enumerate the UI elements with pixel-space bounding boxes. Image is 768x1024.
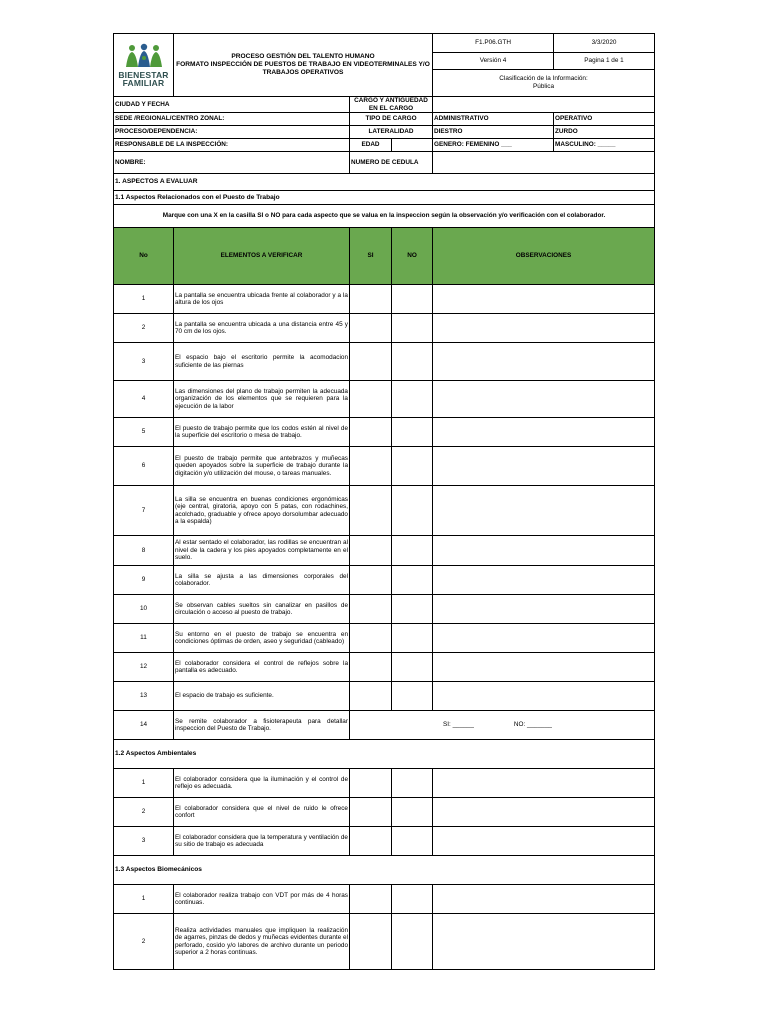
referral-answer[interactable] bbox=[350, 711, 655, 740]
table-row bbox=[114, 769, 655, 798]
item-text: La silla se ajusta a las dimensiones corporales del colaborador. bbox=[174, 566, 350, 595]
item-number: 8 bbox=[114, 536, 174, 566]
checkbox-no[interactable] bbox=[392, 827, 433, 856]
checkbox-si[interactable] bbox=[350, 285, 392, 314]
table-row bbox=[114, 595, 655, 624]
observations-cell[interactable] bbox=[433, 486, 655, 536]
checkbox-si[interactable] bbox=[350, 885, 392, 914]
item-number: 3 bbox=[114, 827, 174, 856]
instruction-text: Marque con una X en la casilla SI o NO para cada aspecto que se valua en la inspeccion según la observación y/o verificación con el colaborador. bbox=[114, 205, 655, 228]
table-row bbox=[114, 827, 655, 856]
section-1-2: 1.2 Aspectos Ambientales bbox=[114, 740, 655, 769]
document-title bbox=[174, 34, 433, 97]
col-header-no-answer: NO bbox=[392, 228, 433, 285]
checkbox-si[interactable] bbox=[350, 653, 392, 682]
item-number: 3 bbox=[114, 343, 174, 381]
item-number: 11 bbox=[114, 624, 174, 653]
item-text: El puesto de trabajo permite que los codos estén al nivel de la superficie del escritorio o mesa de trabajo. bbox=[174, 418, 350, 447]
classification-label: Clasificación de la Información: bbox=[499, 75, 588, 83]
checkbox-si[interactable] bbox=[350, 914, 392, 970]
item-text: El espacio bajo el escritorio permite la acomodacion suficiente de las piernas bbox=[174, 343, 350, 381]
observations-cell[interactable] bbox=[433, 536, 655, 566]
item-number: 1 bbox=[114, 769, 174, 798]
table-row bbox=[114, 536, 655, 566]
logo-text-1: BIENESTAR bbox=[118, 70, 169, 81]
table-row bbox=[114, 285, 655, 314]
checkbox-no[interactable] bbox=[392, 885, 433, 914]
observations-cell[interactable] bbox=[433, 798, 655, 827]
table-row bbox=[114, 486, 655, 536]
checkbox-no[interactable] bbox=[392, 343, 433, 381]
input-cargo[interactable] bbox=[433, 97, 655, 113]
item-text: Realiza actividades manuales que impliquen la realización de agarres, pinzas de dedos y muñecas evidentes durante el perforado, cosido y/o labores de archivo durante un periodo superior a 2 horas continuas. bbox=[174, 914, 350, 970]
item-text: El puesto de trabajo permite que antebrazos y muñecas queden apoyados sobre la superficie de trabajo durante la digitación y/o utilización del mouse, o tareas manuales. bbox=[174, 447, 350, 486]
observations-cell[interactable] bbox=[433, 381, 655, 418]
checkbox-no[interactable] bbox=[392, 798, 433, 827]
item-text: El colaborador considera que la temperatura y ventilación de su sitio de trabajo es adecuada bbox=[174, 827, 350, 856]
item-number: 12 bbox=[114, 653, 174, 682]
field-proceso[interactable]: PROCESO/DEPENDENCIA: bbox=[114, 126, 350, 139]
option-zurdo[interactable]: ZURDO bbox=[554, 126, 655, 139]
checkbox-no[interactable] bbox=[392, 769, 433, 798]
checkbox-no[interactable] bbox=[392, 914, 433, 970]
item-text: El colaborador considera el control de reflejos sobre la pantalla es adecuado. bbox=[174, 653, 350, 682]
checkbox-si[interactable] bbox=[350, 343, 392, 381]
col-header-si: SI bbox=[350, 228, 392, 285]
observations-cell[interactable] bbox=[433, 827, 655, 856]
checkbox-no[interactable] bbox=[392, 381, 433, 418]
label-tipo-cargo: TIPO DE CARGO bbox=[350, 113, 433, 126]
table-row bbox=[114, 566, 655, 595]
field-responsable[interactable]: RESPONSABLE DE LA INSPECCIÓN: bbox=[114, 139, 350, 152]
col-header-observaciones: OBSERVACIONES bbox=[433, 228, 655, 285]
option-masculino[interactable]: MASCULINO: _____ bbox=[554, 139, 655, 152]
label-edad: EDAD bbox=[350, 139, 392, 152]
title-line-2: FORMATO INSPECCIÓN DE PUESTOS DE TRABAJO EN VIDEOTERMINALES Y/O TRABAJOS OPERATIVOS bbox=[176, 61, 430, 76]
table-row bbox=[114, 447, 655, 486]
checkbox-no[interactable] bbox=[392, 566, 433, 595]
table-row bbox=[114, 798, 655, 827]
item-number: 1 bbox=[114, 885, 174, 914]
checkbox-si[interactable] bbox=[350, 566, 392, 595]
observations-cell[interactable] bbox=[433, 447, 655, 486]
table-row bbox=[114, 885, 655, 914]
section-1-1: 1.1 Aspectos Relacionados con el Puesto de Trabajo bbox=[114, 191, 655, 205]
item-number: 14 bbox=[114, 711, 174, 740]
item-number: 1 bbox=[114, 285, 174, 314]
item-text: El colaborador realiza trabajo con VDT por más de 4 horas continuas. bbox=[174, 885, 350, 914]
checkbox-no[interactable] bbox=[392, 447, 433, 486]
checkbox-no[interactable] bbox=[392, 682, 433, 711]
item-text: Las dimensiones del plano de trabajo permiten la adecuada organización de los elementos que se requieren para la ejecución de la labor bbox=[174, 381, 350, 418]
observations-cell[interactable] bbox=[433, 653, 655, 682]
observations-cell[interactable] bbox=[433, 769, 655, 798]
item-text: El espacio de trabajo es suficiente. bbox=[174, 682, 350, 711]
table-row bbox=[114, 624, 655, 653]
item-number: 5 bbox=[114, 418, 174, 447]
checkbox-si[interactable] bbox=[350, 314, 392, 343]
checkbox-si[interactable] bbox=[350, 827, 392, 856]
item-number: 9 bbox=[114, 566, 174, 595]
table-row bbox=[114, 653, 655, 682]
logo bbox=[114, 34, 174, 97]
observations-cell[interactable] bbox=[433, 418, 655, 447]
observations-cell[interactable] bbox=[433, 566, 655, 595]
item-number: 10 bbox=[114, 595, 174, 624]
form-table bbox=[113, 33, 655, 970]
observations-cell[interactable] bbox=[433, 682, 655, 711]
doc-code: F1.P06.GTH bbox=[433, 34, 554, 53]
observations-cell[interactable] bbox=[433, 285, 655, 314]
item-number: 2 bbox=[114, 798, 174, 827]
classification bbox=[433, 70, 655, 97]
checkbox-si[interactable] bbox=[350, 624, 392, 653]
input-edad[interactable] bbox=[392, 139, 433, 152]
field-ciudad[interactable]: CIUDAD Y FECHA bbox=[114, 97, 350, 113]
item-number: 2 bbox=[114, 314, 174, 343]
observations-cell[interactable] bbox=[433, 314, 655, 343]
family-logo-icon bbox=[122, 43, 166, 69]
item-number: 6 bbox=[114, 447, 174, 486]
checkbox-si[interactable] bbox=[350, 769, 392, 798]
checkbox-si[interactable] bbox=[350, 536, 392, 566]
checkbox-no[interactable] bbox=[392, 653, 433, 682]
referral-si[interactable]: SI: ______ bbox=[443, 721, 474, 729]
field-sede[interactable]: SEDE /REGIONAL/CENTRO ZONAL: bbox=[114, 113, 350, 126]
checkbox-no[interactable] bbox=[392, 314, 433, 343]
observations-cell[interactable] bbox=[433, 595, 655, 624]
item-number: 7 bbox=[114, 486, 174, 536]
doc-date: 3/3/2020 bbox=[554, 34, 655, 53]
item-text: La pantalla se encuentra ubicada frente al colaborador y a la altura de los ojos bbox=[174, 285, 350, 314]
table-row bbox=[114, 682, 655, 711]
checkbox-si[interactable] bbox=[350, 486, 392, 536]
input-cedula[interactable] bbox=[433, 152, 655, 174]
checkbox-si[interactable] bbox=[350, 418, 392, 447]
checkbox-si[interactable] bbox=[350, 447, 392, 486]
label-lateralidad: LATERALIDAD bbox=[350, 126, 433, 139]
table-row bbox=[114, 314, 655, 343]
option-administrativo[interactable]: ADMINISTRATIVO bbox=[433, 113, 554, 126]
checkbox-si[interactable] bbox=[350, 798, 392, 827]
checkbox-si[interactable] bbox=[350, 682, 392, 711]
checkbox-si[interactable] bbox=[350, 595, 392, 624]
table-row bbox=[114, 418, 655, 447]
doc-page: Pagina 1 de 1 bbox=[554, 53, 655, 70]
referral-no[interactable]: NO: _______ bbox=[513, 721, 552, 729]
checkbox-no[interactable] bbox=[392, 285, 433, 314]
option-operativo[interactable]: OPERATIVO bbox=[554, 113, 655, 126]
col-header-no: No bbox=[114, 228, 174, 285]
observations-cell[interactable] bbox=[433, 914, 655, 970]
item-text: Al estar sentado el colaborador, las rodillas se encuentran al nivel de la cadera y los pies apoyados completamente en el suelo. bbox=[174, 536, 350, 566]
checkbox-no[interactable] bbox=[392, 595, 433, 624]
checkbox-no[interactable] bbox=[392, 486, 433, 536]
item-text: Su entorno en el puesto de trabajo se encuentra en condiciones óptimas de orden, aseo y seguridad (cableado) bbox=[174, 624, 350, 653]
item-text: El colaborador considera que el nivel de ruido le ofrece confort bbox=[174, 798, 350, 827]
item-text: El colaborador considera que la iluminación y el control de reflejo es adecuada. bbox=[174, 769, 350, 798]
doc-version: Versión 4 bbox=[433, 53, 554, 70]
section-aspectos: 1. ASPECTOS A EVALUAR bbox=[114, 174, 655, 191]
option-femenino[interactable]: GENERO: FEMENINO ___ bbox=[433, 139, 554, 152]
table-row bbox=[114, 343, 655, 381]
table-row bbox=[114, 711, 655, 740]
observations-cell[interactable] bbox=[433, 624, 655, 653]
item-number: 2 bbox=[114, 914, 174, 970]
checkbox-no[interactable] bbox=[392, 624, 433, 653]
inspection-form bbox=[113, 33, 654, 970]
label-cedula: NUMERO DE CEDULA bbox=[350, 152, 433, 174]
label-cargo: CARGO Y ANTIGUEDAD EN EL CARGO bbox=[350, 97, 433, 113]
observations-cell[interactable] bbox=[433, 885, 655, 914]
checkbox-no[interactable] bbox=[392, 536, 433, 566]
checkbox-no[interactable] bbox=[392, 418, 433, 447]
item-number: 4 bbox=[114, 381, 174, 418]
item-text: La pantalla se encuentra ubicada a una distancia entre 45 y 70 cm de los ojos. bbox=[174, 314, 350, 343]
observations-cell[interactable] bbox=[433, 343, 655, 381]
field-nombre[interactable]: NOMBRE: bbox=[114, 152, 350, 174]
section-1-3: 1.3 Aspectos Biomecánicos bbox=[114, 856, 655, 885]
option-diestro[interactable]: DIESTRO bbox=[433, 126, 554, 139]
logo-text-2: FAMILIAR bbox=[122, 78, 165, 89]
col-header-elementos: ELEMENTOS A VERIFICAR bbox=[174, 228, 350, 285]
table-row bbox=[114, 914, 655, 970]
item-text: La silla se encuentra en buenas condiciones ergonómicas (eje central, giratoria, apoyo con 5 patas, con rodachines, acolchado, graduable y ofrece apoyo dorsolumbar adecuado a la espalda) bbox=[174, 486, 350, 536]
table-row bbox=[114, 381, 655, 418]
item-text: Se observan cables sueltos sin canalizar en pasillos de circulación o acceso al puesto de trabajo. bbox=[174, 595, 350, 624]
classification-value: Pública bbox=[533, 83, 555, 90]
checkbox-si[interactable] bbox=[350, 381, 392, 418]
title-line-1: PROCESO GESTIÓN DEL TALENTO HUMANO bbox=[231, 53, 375, 60]
item-text: Se remite colaborador a fisioterapeuta para detallar inspeccion del Puesto de Trabajo. bbox=[174, 711, 350, 740]
item-number: 13 bbox=[114, 682, 174, 711]
